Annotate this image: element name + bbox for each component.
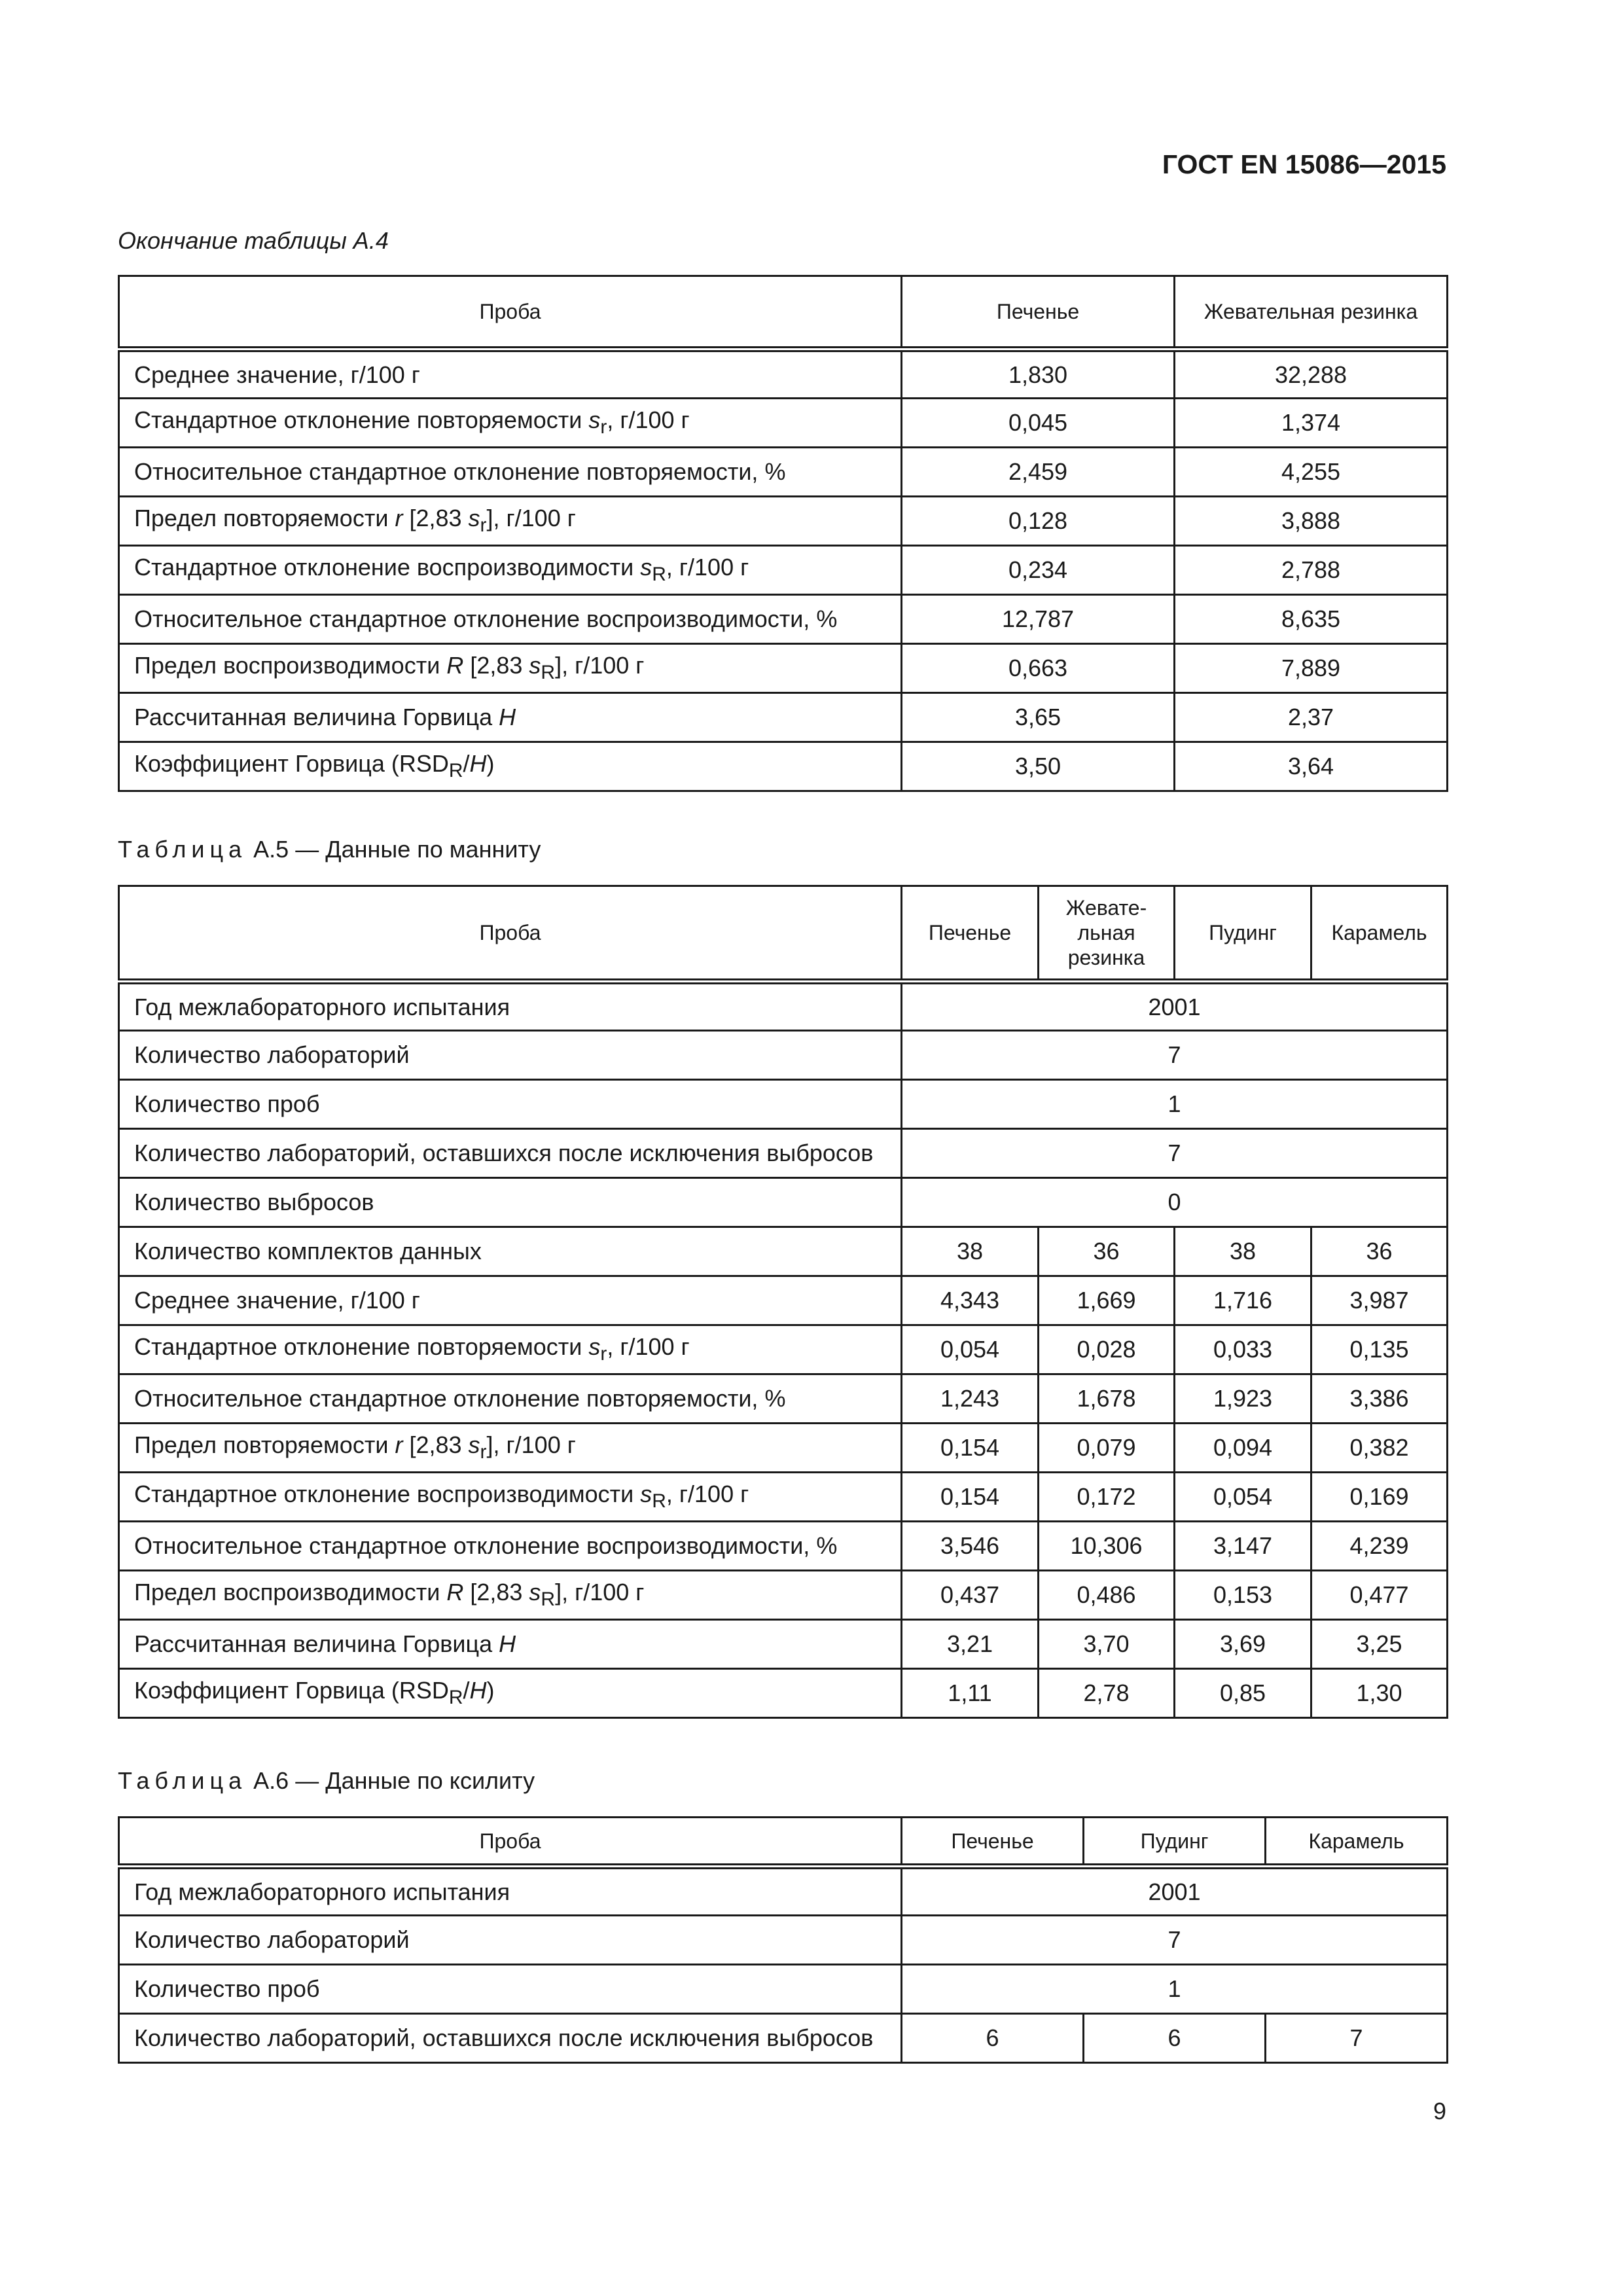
- table-row: [119, 1031, 1448, 1080]
- value-cell: 4,343: [902, 1276, 1039, 1325]
- row-label: Количество проб: [119, 1965, 902, 2014]
- document-code: ГОСТ EN 15086—2015: [1162, 149, 1446, 179]
- value-cell: 32,288: [1175, 350, 1448, 399]
- row-label: Стандартное отклонение воспроизводимости $s_R$, г/100 г: [119, 546, 902, 595]
- table-row: [119, 1227, 1448, 1276]
- table-row: [119, 448, 1448, 497]
- value-cell: 0,079: [1039, 1424, 1175, 1473]
- value-cell: 3,987: [1311, 1276, 1448, 1325]
- value-cell: 0,234: [902, 546, 1175, 595]
- value-cell: 0,437: [902, 1571, 1039, 1620]
- table-a5: [118, 885, 1448, 1719]
- table-row: [119, 1965, 1448, 2014]
- value-cell: 3,386: [1311, 1374, 1448, 1424]
- page-number: 9: [1433, 2098, 1446, 2125]
- table-a4-caption: Окончание таблицы А.4: [118, 227, 389, 254]
- table-a4: [118, 275, 1448, 792]
- row-label: Количество комплектов данных: [119, 1227, 902, 1276]
- column-header: Проба: [119, 276, 902, 350]
- column-header: Проба: [119, 886, 902, 982]
- value-cell: 6: [902, 2014, 1084, 2063]
- value-cell: 12,787: [902, 595, 1175, 644]
- value-cell: 36: [1039, 1227, 1175, 1276]
- table-a6-caption-title: А.6 — Данные по ксилиту: [253, 1767, 535, 1794]
- row-label: Количество проб: [119, 1080, 902, 1129]
- value-cell: 2,788: [1175, 546, 1448, 595]
- value-cell: 1,243: [902, 1374, 1039, 1424]
- column-header: Карамель: [1311, 886, 1448, 982]
- table-row: [119, 742, 1448, 791]
- row-label: Относительное стандартное отклонение воспроизводимости, %: [119, 1522, 902, 1571]
- value-cell: 38: [902, 1227, 1039, 1276]
- table-row: [119, 399, 1448, 448]
- row-label: Количество лабораторий: [119, 1031, 902, 1080]
- value-cell: 4,255: [1175, 448, 1448, 497]
- row-label: Относительное стандартное отклонение повторяемости, %: [119, 1374, 902, 1424]
- row-label: Предел повторяемости r [2,83 $s_r$], г/100 г: [119, 497, 902, 546]
- row-label: Предел воспроизводимости R [2,83 $s_R$], г/100 г: [119, 1571, 902, 1620]
- value-cell: 36: [1311, 1227, 1448, 1276]
- value-cell: 0,033: [1175, 1325, 1311, 1374]
- row-label: Стандартное отклонение воспроизводимости $s_R$, г/100 г: [119, 1473, 902, 1522]
- column-header: Печенье: [902, 886, 1039, 982]
- row-label: Относительное стандартное отклонение повторяемости, %: [119, 448, 902, 497]
- merged-value-cell: 2001: [902, 1867, 1448, 1916]
- column-header: Карамель: [1266, 1818, 1448, 1867]
- value-cell: 4,239: [1311, 1522, 1448, 1571]
- value-cell: 3,25: [1311, 1620, 1448, 1669]
- table-row: [119, 350, 1448, 399]
- table-a6: [118, 1816, 1448, 2064]
- column-header: Жевате-льная резинка: [1039, 886, 1175, 982]
- value-cell: 1,923: [1175, 1374, 1311, 1424]
- row-label: Предел повторяемости r [2,83 $s_r$], г/100 г: [119, 1424, 902, 1473]
- table-row: [119, 1867, 1448, 1916]
- value-cell: 3,70: [1039, 1620, 1175, 1669]
- table-row: [119, 1080, 1448, 1129]
- value-cell: 3,64: [1175, 742, 1448, 791]
- value-cell: 7,889: [1175, 644, 1448, 693]
- row-label: Стандартное отклонение повторяемости $s_r$, г/100 г: [119, 1325, 902, 1374]
- merged-value-cell: 7: [902, 1916, 1448, 1965]
- column-header: Жевательная резинка: [1175, 276, 1448, 350]
- table-row: [119, 1424, 1448, 1473]
- table-row: [119, 497, 1448, 546]
- value-cell: 2,459: [902, 448, 1175, 497]
- value-cell: 8,635: [1175, 595, 1448, 644]
- table-row: [119, 1522, 1448, 1571]
- table-a5-caption-word: Таблица: [118, 836, 247, 863]
- value-cell: 38: [1175, 1227, 1311, 1276]
- value-cell: 3,888: [1175, 497, 1448, 546]
- value-cell: 0,169: [1311, 1473, 1448, 1522]
- column-header: Проба: [119, 1818, 902, 1867]
- table-row: [119, 2014, 1448, 2063]
- value-cell: 1,830: [902, 350, 1175, 399]
- value-cell: 3,65: [902, 693, 1175, 742]
- row-label: Год межлабораторного испытания: [119, 1867, 902, 1916]
- value-cell: 0,153: [1175, 1571, 1311, 1620]
- value-cell: 3,50: [902, 742, 1175, 791]
- table-row: [119, 1916, 1448, 1965]
- table-row: [119, 1473, 1448, 1522]
- value-cell: 2,37: [1175, 693, 1448, 742]
- value-cell: 0,486: [1039, 1571, 1175, 1620]
- row-label: Количество выбросов: [119, 1178, 902, 1227]
- value-cell: 2,78: [1039, 1669, 1175, 1718]
- value-cell: 0,382: [1311, 1424, 1448, 1473]
- column-header: Пудинг: [1084, 1818, 1266, 1867]
- value-cell: 0,045: [902, 399, 1175, 448]
- table-row: [119, 1325, 1448, 1374]
- row-label: Коэффициент Горвица $(RSD_R/H)$: [119, 1669, 902, 1718]
- merged-value-cell: 1: [902, 1080, 1448, 1129]
- row-label: Относительное стандартное отклонение воспроизводимости, %: [119, 595, 902, 644]
- merged-value-cell: 7: [902, 1031, 1448, 1080]
- table-a5-caption: [118, 836, 541, 863]
- merged-value-cell: 1: [902, 1965, 1448, 2014]
- value-cell: 0,094: [1175, 1424, 1311, 1473]
- column-header: Печенье: [902, 276, 1175, 350]
- merged-value-cell: 0: [902, 1178, 1448, 1227]
- value-cell: 0,135: [1311, 1325, 1448, 1374]
- table-row: [119, 1571, 1448, 1620]
- row-label: Количество лабораторий, оставшихся после исключения выбросов: [119, 2014, 902, 2063]
- value-cell: 0,054: [1175, 1473, 1311, 1522]
- value-cell: 1,11: [902, 1669, 1039, 1718]
- merged-value-cell: 7: [902, 1129, 1448, 1178]
- row-label: Количество лабораторий, оставшихся после исключения выбросов: [119, 1129, 902, 1178]
- table-row: [119, 644, 1448, 693]
- row-label: Рассчитанная величина Горвица H: [119, 693, 902, 742]
- value-cell: 0,477: [1311, 1571, 1448, 1620]
- table-a6-caption: [118, 1767, 535, 1795]
- value-cell: 3,546: [902, 1522, 1039, 1571]
- column-header: Печенье: [902, 1818, 1084, 1867]
- value-cell: 10,306: [1039, 1522, 1175, 1571]
- table-row: [119, 693, 1448, 742]
- value-cell: 1,678: [1039, 1374, 1175, 1424]
- table-row: [119, 1374, 1448, 1424]
- value-cell: 3,21: [902, 1620, 1039, 1669]
- table-row: [119, 1178, 1448, 1227]
- row-label: Стандартное отклонение повторяемости $s_r$, г/100 г: [119, 399, 902, 448]
- table-row: [119, 1129, 1448, 1178]
- value-cell: 3,147: [1175, 1522, 1311, 1571]
- value-cell: 1,716: [1175, 1276, 1311, 1325]
- value-cell: 6: [1084, 2014, 1266, 2063]
- value-cell: 0,663: [902, 644, 1175, 693]
- value-cell: 0,128: [902, 497, 1175, 546]
- value-cell: 1,30: [1311, 1669, 1448, 1718]
- table-row: [119, 1276, 1448, 1325]
- row-label: Коэффициент Горвица $(RSD_R/H)$: [119, 742, 902, 791]
- table-row: [119, 1620, 1448, 1669]
- row-label: Рассчитанная величина Горвица H: [119, 1620, 902, 1669]
- table-a6-caption-word: Таблица: [118, 1767, 247, 1794]
- row-label: Предел воспроизводимости R [2,83 $s_R$], г/100 г: [119, 644, 902, 693]
- value-cell: 1,669: [1039, 1276, 1175, 1325]
- value-cell: 0,028: [1039, 1325, 1175, 1374]
- value-cell: 7: [1266, 2014, 1448, 2063]
- table-row: [119, 982, 1448, 1031]
- row-label: Среднее значение, г/100 г: [119, 350, 902, 399]
- value-cell: 3,69: [1175, 1620, 1311, 1669]
- value-cell: 1,374: [1175, 399, 1448, 448]
- table-row: [119, 546, 1448, 595]
- value-cell: 0,172: [1039, 1473, 1175, 1522]
- row-label: Количество лабораторий: [119, 1916, 902, 1965]
- value-cell: 0,154: [902, 1424, 1039, 1473]
- column-header: Пудинг: [1175, 886, 1311, 982]
- table-row: [119, 595, 1448, 644]
- value-cell: 0,154: [902, 1473, 1039, 1522]
- row-label: Среднее значение, г/100 г: [119, 1276, 902, 1325]
- row-label: Год межлабораторного испытания: [119, 982, 902, 1031]
- table-a5-caption-title: А.5 — Данные по манниту: [253, 836, 541, 863]
- merged-value-cell: 2001: [902, 982, 1448, 1031]
- value-cell: 0,054: [902, 1325, 1039, 1374]
- table-row: [119, 1669, 1448, 1718]
- value-cell: 0,85: [1175, 1669, 1311, 1718]
